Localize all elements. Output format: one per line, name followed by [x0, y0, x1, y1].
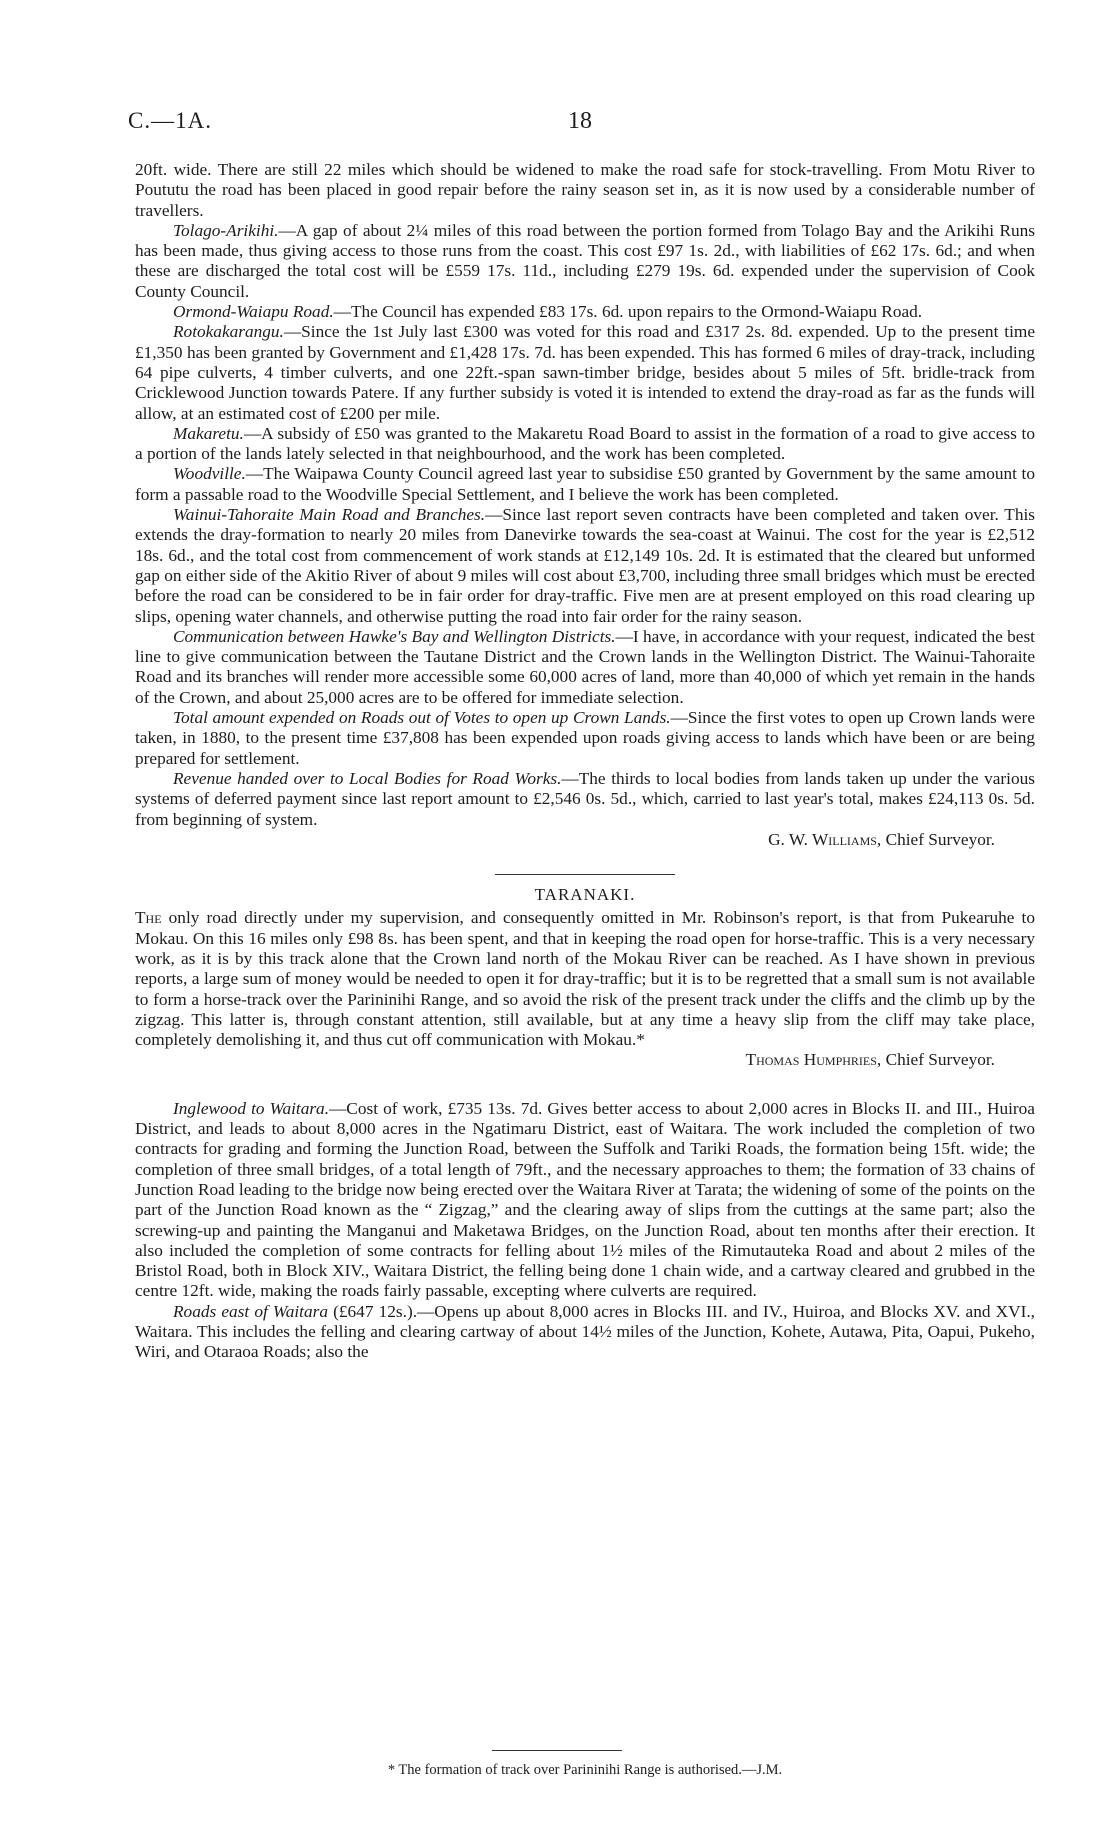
paragraph	[135, 1099, 1035, 1302]
paragraph-text: —Cost of work, £735 13s. 7d. Gives better access to about 2,000 acres in Blocks II. and III., Huiroa District, and leads to about 8,000 acres in the Ngatimaru District, east of Waitara. The work included the completion of two contracts for grading and forming the Junction Road, between the Suffolk and Tariki Roads, the formation being 15ft. wide; the completion of three small bridges, of a total length of 79ft., and the necessary approaches to them; the formation of 33 chains of Junction Road leading to the bridge now being erected over the Waitara River at Tarata; the widening of some of the points on the part of the Junction Road known as the “ Zigzag,” and the clearing away of slips from the cuttings at the same part; also the screwing-up and painting the Manganui and Maketawa Bridges, on the Junction Road, about ten months after their erection. It also included the completion of some contracts for felling about 1½ miles of the Rimutauteka Road and about 2 miles of the Bristol Road, both in Block XIV., Waitara District, the felling being done 1 chain wide, and a cartway cleared and grubbed in the centre 12ft. wide, making the roads fairly passable, excepting where culverts are required.	[135, 1098, 1035, 1301]
signature-name: Thomas Humphries	[745, 1050, 877, 1070]
signature-name: G. W. Williams	[768, 829, 877, 849]
paragraph-heading: Roads east of Waitara	[173, 1301, 328, 1321]
paragraph	[135, 221, 1035, 302]
paragraph	[135, 424, 1035, 465]
paragraph	[135, 464, 1035, 505]
footnote: * The formation of track over Parininihi Range is authorised.—J.M.	[387, 1762, 783, 1778]
paragraph-heading: Total amount expended on Roads out of Votes to open up Crown Lands.	[173, 708, 671, 728]
paragraph-heading: Ormond-Waiapu Road.	[173, 302, 334, 322]
paragraph-text: —A subsidy of £50 was granted to the Makaretu Road Board to assist in the formation of a road to give access to a portion of the lands lately selected in that neighbourhood, and the work has been completed.	[135, 423, 1035, 464]
paragraph	[135, 708, 1035, 769]
paragraph-text: —Since the first votes to open up Crown lands were taken, in 1880, to the present time £37,808 has been expended upon roads giving access to lands which have been or are being prepared for settlement.	[135, 708, 1035, 768]
document-reference: C.—1A.	[128, 108, 212, 133]
signature-title: , Chief Surveyor.	[876, 1050, 995, 1070]
paragraph-heading: Rotokakarangu.	[173, 322, 284, 342]
paragraph	[135, 769, 1035, 830]
paragraph-heading: Communication between Hawke's Bay and Wellington Districts.	[173, 626, 616, 646]
paragraph	[135, 627, 1035, 708]
paragraph-text: —Since the 1st July last £300 was voted for this road and £317 2s. 8d. expended. Up to the present time £1,350 has been granted by Government and £1,428 17s. 7d. has been expended. This has formed 6 miles of dray-track, including 64 pipe culverts, 4 timber culverts, and one 22ft.-span sawn-timber bridge, besides about 5 miles of 5ft. bridle-track from Cricklewood Junction towards Patere. If any further subsidy is voted it is intended to extend the dray-road as far as the funds will allow, at an estimated cost of £200 per mile.	[135, 322, 1035, 423]
paragraph	[135, 908, 1035, 1050]
paragraph	[135, 505, 1035, 627]
paragraph-heading: Tolago-Arikihi.	[173, 220, 279, 240]
paragraph-text: only road directly under my supervision, and consequently omitted in Mr. Robinson's report, is that from Pukearuhe to Mokau. On this 16 miles only £98 8s. has been spent, and that in keeping the road open for horse-traffic. This is a very necessary work, as it is by this track alone that the Crown land north of the Mokau River can be reached. As I have shown in previous reports, a large sum of money would be needed to open it for dray-traffic; but it is to be regretted that a small sum is not available to form a horse-track over the Parininihi Range, and so avoid the risk of the present track under the cliffs and the climb up by the zigzag. This latter is, through constant attention, still available, but at any time a heavy slip from the cliff may take place, completely demolishing it, and thus cut off communication with Mokau.*	[135, 908, 1035, 1050]
paragraph	[135, 302, 1035, 322]
paragraph-heading: Makaretu.	[173, 423, 244, 443]
paragraph-text: —The Waipawa County Council agreed last year to subsidise £50 granted by Government by the same amount to form a passable road to the Woodville Special Settlement, and I believe the work has been completed.	[135, 464, 1035, 504]
page-number: 18	[568, 108, 592, 134]
paragraph-text: (£647 12s.).—Opens up about 8,000 acres in Blocks III. and IV., Huiroa, and Blocks XV. and XVI., Waitara. This includes the felling and clearing cartway of about 14½ miles of the Junction, Kohete, Autawa, Pita, Oapui, Pukeho, Wiri, and Otaraoa Roads; also the	[135, 1301, 1035, 1362]
paragraph-heading: Wainui-Tahoraite Main Road and Branches.	[173, 505, 486, 525]
page-body	[135, 160, 1035, 1363]
paragraph-text: —Since last report seven contracts have been completed and taken over. This extends the dray-formation to nearly 20 miles from Danevirke towards the sea-coast at Wainui. The cost for the year is £2,512 18s. 6d., and the total cost from commencement of work stands at £12,149 10s. 2d. It is estimated that the cleared but unformed gap on either side of the Akitio River of about 9 miles will cost about £3,700, including three small bridges which must be erected before the road can be considered to be in fair order for dray-traffic. Five men are at present employed on this road clearing up slips, opening water channels, and otherwise putting the road into fair order for the rainy season.	[135, 505, 1035, 626]
signature	[135, 830, 1035, 850]
signature	[135, 1050, 1035, 1070]
paragraph-heading: Revenue handed over to Local Bodies for Road Works.	[173, 768, 562, 788]
paragraph-text: —I have, in accordance with your request, indicated the best line to give communication between the Tautane District and the Crown lands in the Wellington District. The Wainui-Tahoraite Road and its branches will render more accessible some 60,000 acres of land, more than 40,000 of which yet remain in the hands of the Crown, and about 25,000 acres are to be offered for immediate selection.	[135, 626, 1035, 707]
paragraph-text: —A gap of about 2¼ miles of this road between the portion formed from Tolago Bay and the Arikihi Runs has been made, thus giving access to those runs from the coast. This cost £97 1s. 2d., with liabilities of £62 17s. 6d.; and when these are discharged the total cost will be £559 17s. 11d., including £279 19s. 6d. expended under the supervision of Cook County Council.	[135, 220, 1035, 301]
footnote-rule	[492, 1750, 622, 1751]
paragraph-text: —The Council has expended £83 17s. 6d. upon repairs to the Ormond-Waiapu Road.	[333, 302, 923, 322]
section-divider	[495, 874, 675, 875]
paragraph	[135, 322, 1035, 423]
spacer	[135, 1071, 1035, 1099]
paragraph	[135, 1302, 1035, 1363]
signature-title: , Chief Surveyor.	[876, 829, 995, 849]
paragraph-heading: Woodville.	[173, 464, 246, 484]
section-heading: TARANAKI.	[534, 885, 636, 905]
paragraph	[135, 160, 1035, 221]
page-header	[128, 108, 1048, 142]
paragraph-text: —The thirds to local bodies from lands taken up under the various systems of deferred payment since last report amount to £2,546 0s. 5d., which, carried to last year's total, makes £24,113 0s. 5d. from beginning of system.	[135, 768, 1035, 829]
paragraph-heading: Inglewood to Waitara.	[173, 1098, 330, 1118]
opening-word: The	[135, 908, 162, 928]
paragraph-text: 20ft. wide. There are still 22 miles which should be widened to make the road safe for stock-travelling. From Motu River to Poututu the road has been placed in good repair before the rainy season set in, as it is now used by a considerable number of travellers.	[135, 160, 1035, 220]
